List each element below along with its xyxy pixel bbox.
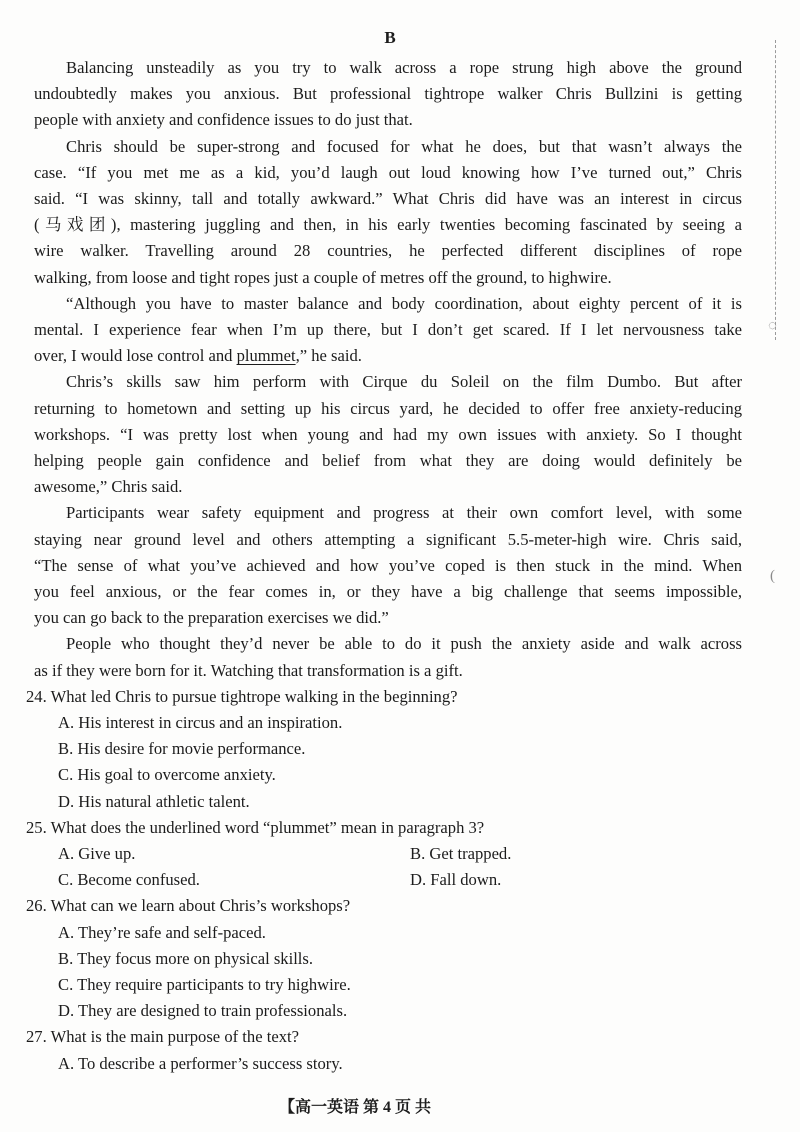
passage-line [34,530,742,550]
passage-text: case. “If you met me as a kid, you’d laugh out loud knowing how I’ve turned out,” Chris [34,162,742,182]
passage-text: returning to hometown and setting up his circus yard, he decided to offer free anxiety-reducing [34,398,742,418]
binding-margin-mark: ( [770,568,775,584]
question-stem: 27. What is the main purpose of the text? [26,1027,299,1047]
answer-option[interactable]: D. Fall down. [410,870,502,890]
passage-text: as if they were born for it. Watching that transformation is a gift. [34,660,463,680]
answer-option[interactable]: B. They focus more on physical skills. [58,948,314,968]
passage-line [34,608,742,628]
passage-text: walking, from loose and tight ropes just a couple of metres off the ground, to highwire. [34,267,612,287]
answer-option[interactable]: C. They require participants to try highwire. [58,975,351,994]
answer-option[interactable]: A. Give up. [58,844,136,863]
answer-option[interactable]: D. They are designed to train professionals. [58,1001,348,1021]
passage-line [66,137,742,157]
passage-line [34,215,742,235]
passage-line [34,556,742,576]
passage-text: you feel anxious, or the fear comes in, or they have a big challenge that seems impossible, [34,582,742,601]
passage-line [34,399,742,419]
passage-text: people with anxiety and confidence issues to do just that. [34,110,413,130]
passage-line [34,661,742,681]
passage-text: helping people gain confidence and belief from what they are doing would definitely be [34,451,742,470]
passage-line [34,346,742,366]
passage-line [66,58,742,78]
passage-line [34,241,742,261]
passage-line [66,634,742,654]
section-heading: B [384,28,396,47]
passage-text: awesome,” Chris said. [34,477,183,497]
passage-line [34,163,742,183]
passage-line [34,477,742,497]
question-stem: 26. What can we learn about Chris’s workshops? [26,896,351,916]
passage-text: People who thought they’d never be able to do it push the anxiety aside and walk across [66,634,742,654]
passage-line [34,189,742,209]
passage-text: Balancing unsteadily as you try to walk across a rope strung high above the ground [66,58,742,77]
passage-line [66,294,742,314]
passage-line [34,451,742,471]
passage-line [66,372,742,392]
passage-line [66,503,742,523]
answer-option[interactable]: D. His natural athletic talent. [58,791,250,811]
passage-text: over, I would lose control and [34,346,237,366]
answer-option[interactable]: A. They’re safe and self-paced. [58,922,266,942]
passage-text: Chris should be super-strong and focused for what he does, but that wasn’t always the [66,136,742,156]
passage-line [34,582,742,602]
answer-option[interactable]: C. His goal to overcome anxiety. [58,765,276,785]
page-footer: 【高一英语 第 4 页 共 [278,1099,431,1116]
passage-line [34,84,742,104]
question-stem: 25. What does the underlined word “plummet” mean in paragraph 3? [26,817,485,837]
passage-text: staying near ground level and others attempting a significant 5.5-meter-high wire. Chris said, [34,529,742,549]
answer-option[interactable]: B. Get trapped. [410,844,512,863]
passage-text: mental. I experience fear when I’m up there, but I don’t get scared. If I let nervousness take [34,320,742,339]
passage-line [34,268,742,288]
passage-text: you can go back to the preparation exercises we did.” [34,608,389,628]
passage-text: “Although you have to master balance and body coordination, about eighty percent of it is [66,293,742,313]
passage-text: wire walker. Travelling around 28 countries, he perfected different disciplines of rope [34,241,742,261]
passage-text: undoubtedly makes you anxious. But professional tightrope walker Chris Bullzini is getting [34,84,742,104]
passage-text: Chris’s skills saw him perform with Cirque du Soleil on the film Dumbo. But after [66,372,742,392]
answer-option[interactable]: A. To describe a performer’s success story. [58,1053,343,1073]
passage-text: workshops. “I was pretty lost when young and had my own issues with anxiety. So I thought [34,424,742,444]
passage-line [34,425,742,445]
passage-text: said. “I was skinny, tall and totally awkward.” What Chris did have was an interest in circus [34,189,742,208]
question-stem: 24. What led Chris to pursue tightrope walking in the beginning? [26,686,458,706]
passage-text: ,” he said. [295,346,362,366]
passage-line [34,110,742,130]
answer-option[interactable]: C. Become confused. [58,870,200,890]
binding-margin-dashed-line [775,40,776,340]
passage-text: “The sense of what you’ve achieved and how you’ve coped is then stuck in the mind. When [34,555,742,575]
underlined-word: plummet [236,346,296,366]
answer-option[interactable]: B. His desire for movie performance. [58,739,306,759]
answer-option[interactable]: A. His interest in circus and an inspiration. [58,713,343,732]
passage-line [34,320,742,340]
passage-text: Participants wear safety equipment and progress at their own comfort level, with some [66,503,742,523]
binding-margin-mark: ◌ [768,318,777,334]
passage-text: (马戏团), mastering juggling and then, in his early twenties becoming fascinated by seeing a [34,215,742,235]
